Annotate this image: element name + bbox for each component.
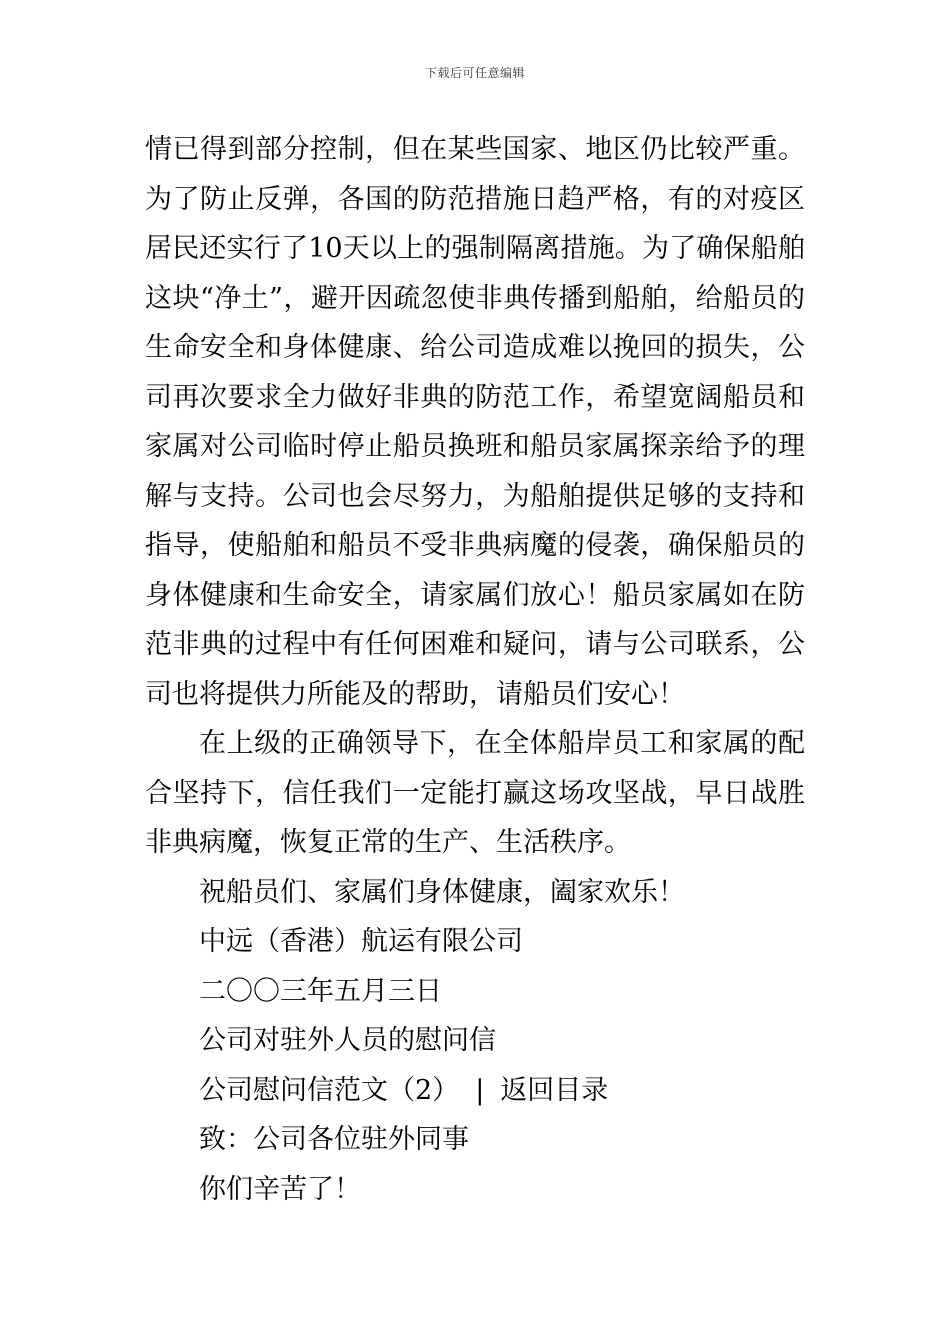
closing-wish: 祝船员们、家属们身体健康，阖家欢乐！	[199, 876, 685, 908]
paragraph-2: 在上级的正确领导下，在全体船岸员工和家属的配合坚持下，信任我们一定能打赢这场攻坚战，早日战胜非典病魔，恢复正常的生产、生活秩序。	[145, 728, 805, 858]
document-body	[145, 125, 805, 1214]
page-header: 下载后可任意编辑	[424, 66, 525, 80]
greeting-line: 致：公司各位驻外同事	[199, 1124, 469, 1155]
paragraph-1: 情已得到部分控制，但在某些国家、地区仍比较严重。为了防止反弹，各国的防范措施日趋严格，有的对疫区居民还实行了10天以上的强制隔离措施。为了确保船舶这块“净土”，避开因疏忽使非典传播到船舶，给船员的生命安全和身体健康、给公司造成难以挽回的损失，公司再次要求全力做好非典的防范工作，希望宽阔船员和家属对公司临时停止船员换班和船员家属探亲给予的理解与支持。公司也会尽努力，为船舶提供足够的支持和指导，使船舶和船员不受非典病魔的侵袭，确保船员的身体健康和生命安全，请家属们放心！船员家属如在防范非典的过程中有任何困难和疑问，请与公司联系，公司也将提供力所能及的帮助，请船员们安心！	[145, 134, 805, 710]
signature-date: 二〇〇三年五月三日	[199, 975, 442, 1007]
signature-company: 中远（香港）航运有限公司	[199, 926, 523, 957]
opening-line: 你们辛苦了！	[199, 1173, 361, 1205]
next-letter-title: 公司对驻外人员的慰问信	[199, 1025, 496, 1056]
back-to-toc-link[interactable]: 返回目录	[500, 1074, 609, 1106]
section-heading	[145, 1066, 805, 1116]
title-separator: |	[475, 1074, 485, 1106]
section-title: 公司慰问信范文（2）	[199, 1074, 460, 1106]
